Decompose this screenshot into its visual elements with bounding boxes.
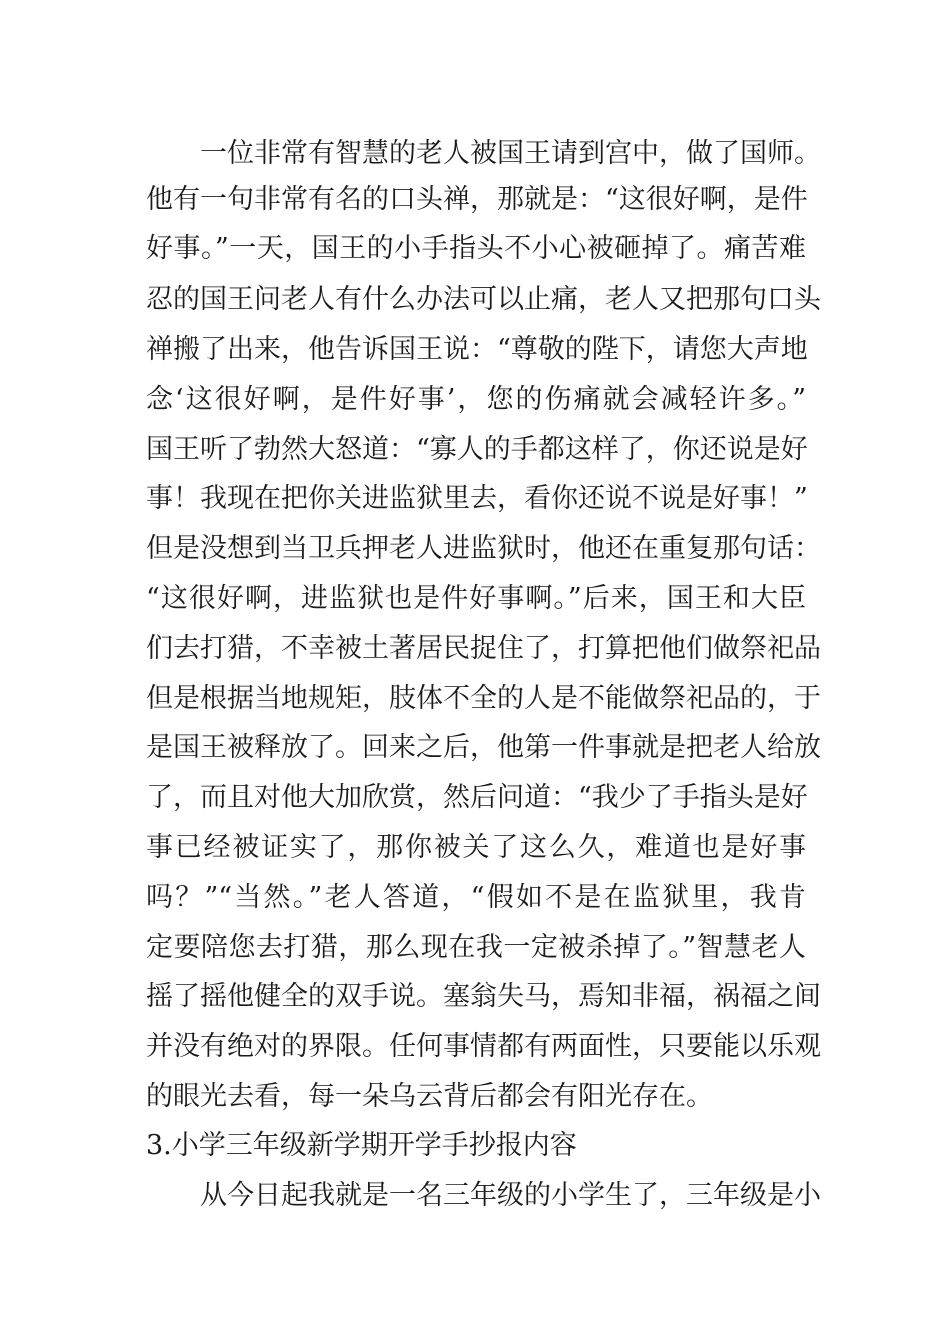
paragraph-1-line-13: 是国王被释放了。回来之后，他第一件事就是把老人给放 <box>146 732 821 763</box>
paragraph-1-line-3: 好事。”一天，国王的小手指头不小心被砸掉了。痛苦难 <box>146 233 806 264</box>
paragraph-1-line-5: 禅搬了出来，他告诉国王说：“尊敬的陛下，请您大声地 <box>146 334 808 365</box>
paragraph-1-line-8: 事！我现在把你关进监狱里去，看你还说不说是好事！” <box>146 483 808 514</box>
paragraph-1-line-1: 一位非常有智慧的老人被国王请到宫中，做了国师。 <box>200 138 821 169</box>
paragraph-1-line-2: 他有一句非常有名的口头禅，那就是：“这很好啊，是件 <box>146 184 808 215</box>
paragraph-1-line-20: 的眼光去看，每一朵乌云背后都会有阳光存在。 <box>146 1081 713 1112</box>
paragraph-1-line-4: 忍的国王问老人有什么办法可以止痛，老人又把那句口头 <box>146 284 821 315</box>
paragraph-1-line-16: 吗？”“当然。”老人答道，“假如不是在监狱里，我肯 <box>146 882 806 913</box>
paragraph-1-line-14: 了，而且对他大加欣赏，然后问道：“我少了手指头是好 <box>146 782 808 813</box>
paragraph-1-line-15: 事已经被证实了，那你被关了这么久，难道也是好事 <box>146 832 806 863</box>
paragraph-1-line-19: 并没有绝对的界限。任何事情都有两面性，只要能以乐观 <box>146 1031 821 1062</box>
paragraph-1-line-12: 但是根据当地规矩，肢体不全的人是不能做祭祀品的，于 <box>146 683 821 714</box>
section-heading: 3.小学三年级新学期开学手抄报内容 <box>146 1130 577 1161</box>
paragraph-1-line-6: 念‘这很好啊，是件好事’，您的伤痛就会减轻许多。” <box>146 384 806 415</box>
paragraph-1-line-9: 但是没想到当卫兵押老人进监狱时，他还在重复那句话： <box>146 533 821 564</box>
paragraph-1-line-17: 定要陪您去打猎，那么现在我一定被杀掉了。”智慧老人 <box>146 932 806 963</box>
paragraph-1-line-10: “这很好啊，进监狱也是件好事啊。”后来，国王和大臣 <box>146 583 806 614</box>
paragraph-2-line-1: 从今日起我就是一名三年级的小学生了，三年级是小 <box>200 1180 821 1211</box>
paragraph-1-line-18: 摇了摇他健全的双手说。塞翁失马，焉知非福，祸福之间 <box>146 981 821 1012</box>
paragraph-1-line-11: 们去打猎，不幸被土著居民捉住了，打算把他们做祭祀品 <box>146 633 821 664</box>
paragraph-1-line-7: 国王听了勃然大怒道：“寡人的手都这样了，你还说是好 <box>146 434 808 465</box>
